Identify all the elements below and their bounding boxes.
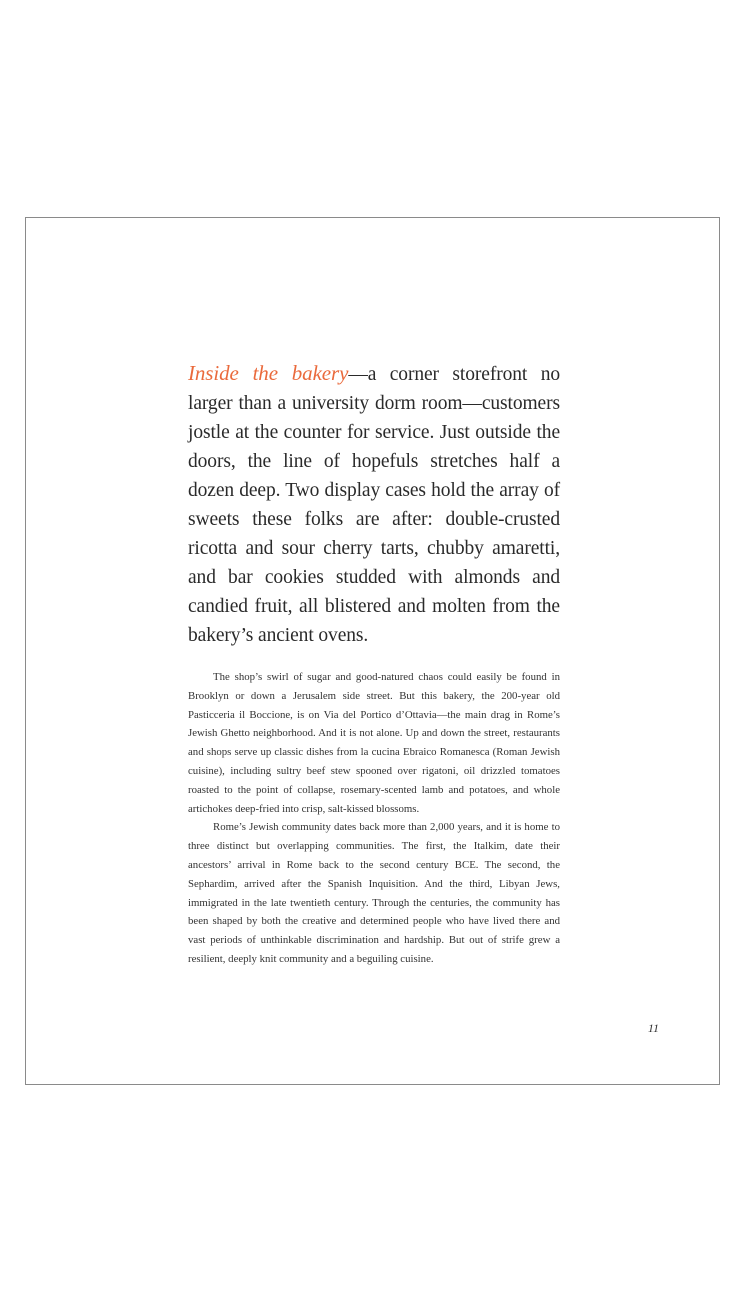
body-paragraph-1: The shop’s swirl of sugar and good-natured chaos could easily be found in Brooklyn or down a Jerusalem side street. But this bakery, the 200-year old Pasticceria il Boccione, is on Via del Portico d’Ottavia—the main drag in Rome’s Jewish Ghetto neighborhood. And it is not alone. Up and down the street, restaurants and shops serve up classic dishes from la cucina Ebraico Romanesca (Roman Jewish cuisine), including sultry beef stew spooned over rigatoni, oil drizzled tomatoes roasted to the point of collapse, rosemary-scented lamb and potatoes, and whole artichokes deep-fried into crisp, salt-kissed blossoms.: [188, 671, 560, 815]
page-content: [188, 359, 560, 969]
body-paragraph-2: Rome’s Jewish community dates back more than 2,000 years, and it is home to three distinct but overlapping communities. The first, the Italkim, date their ancestors’ arrival in Rome back to the second century BCE. The second, the Sephardim, arrived after the Spanish Inquisition. And the third, Libyan Jews, immigrated in the late twentieth century. Through the centuries, the community has been shaped by both the creative and determined people who have lived there and vast periods of unthinkable discrimination and hardship. But out of strife grew a resilient, deeply knit community and a beguiling cuisine.: [188, 821, 560, 965]
page-number: 11: [647, 1021, 659, 1035]
lead-text: —a corner storefront no larger than a university dorm room—customers jostle at the counter for service. Just outside the doors, the line of hopefuls stretches half a dozen deep. Two display cases hold the array of sweets these folks are after: double-crusted ricotta and sour cherry tarts, chubby amaretti, and bar cookies studded with almonds and candied fruit, all blistered and molten from the bakery’s ancient ovens.: [188, 364, 560, 646]
lead-highlight: Inside the bakery: [188, 361, 349, 385]
lead-paragraph: [188, 359, 560, 650]
book-page: [25, 217, 720, 1085]
